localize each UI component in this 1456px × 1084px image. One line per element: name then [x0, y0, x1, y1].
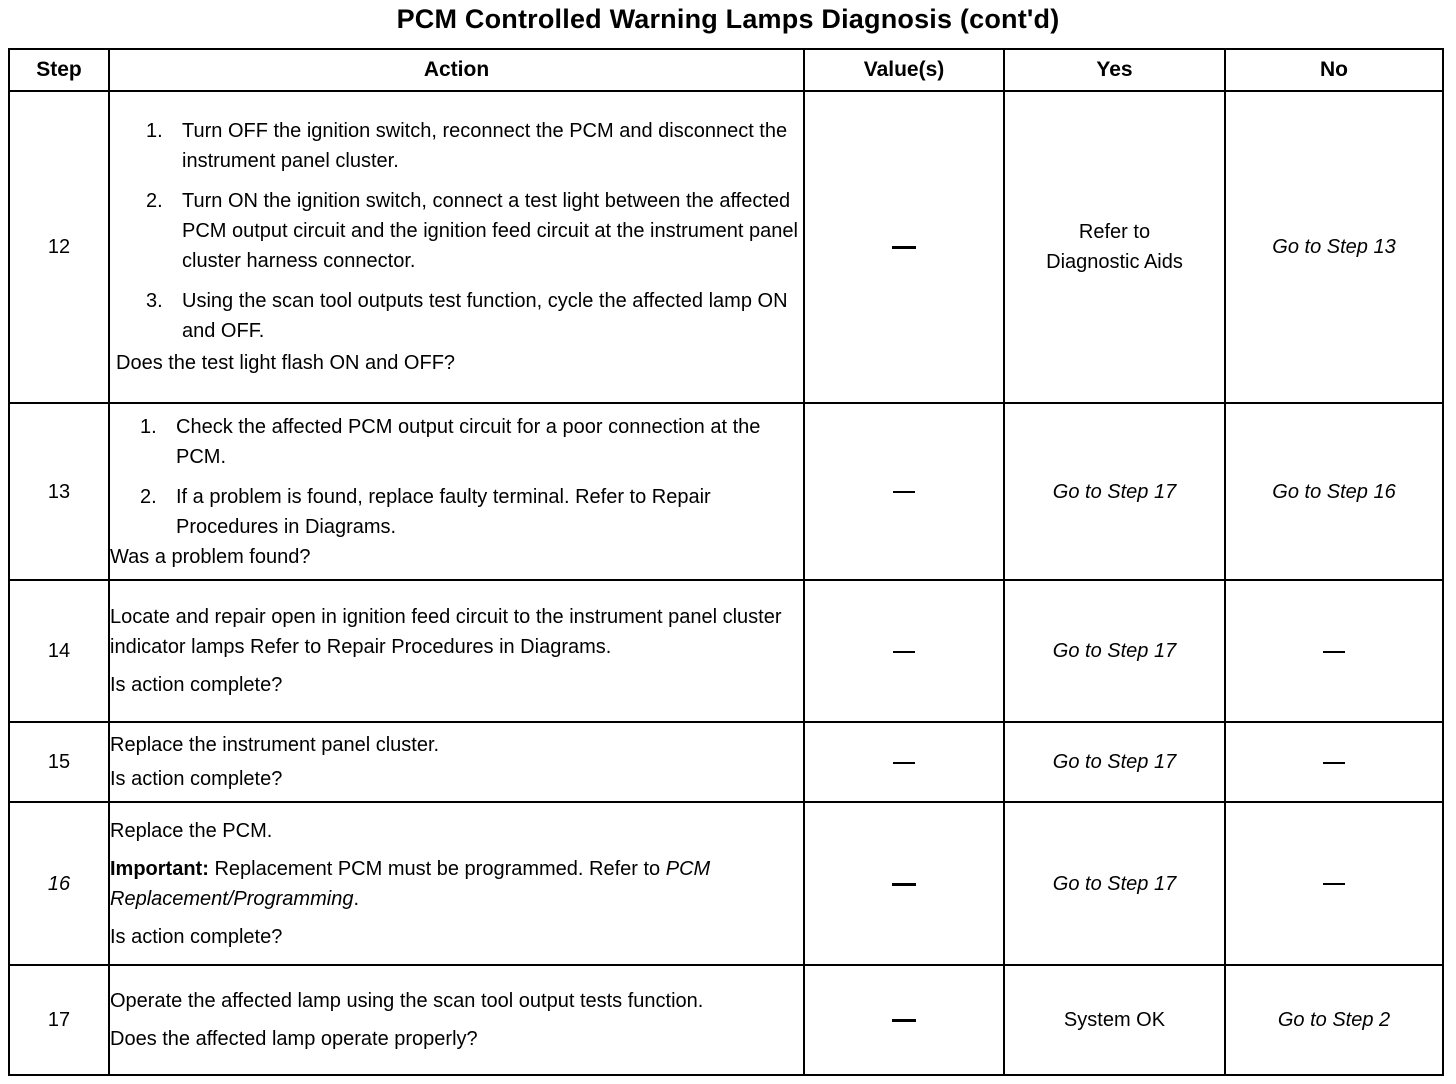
value-cell [804, 91, 1004, 403]
no-cell: Go to Step 13 [1225, 91, 1443, 403]
yes-cell: Go to Step 17 [1004, 580, 1225, 722]
action-step-item: 1. Check the affected PCM output circuit for a poor connection at the PCM. [140, 415, 761, 468]
action-question: Is action complete? [110, 925, 283, 948]
header-action: Action [109, 49, 804, 91]
action-step-item: 1. Turn OFF the ignition switch, reconnect the PCM and disconnect the instrument panel cluster. [146, 120, 788, 172]
step-number: 15 [9, 722, 109, 802]
step-number: 12 [9, 91, 109, 403]
table-row-step-14 [9, 580, 1443, 722]
table-row-step-12 [9, 91, 1443, 403]
yes-cell: System OK [1004, 965, 1225, 1075]
action-question: Does the affected lamp operate properly? [110, 1028, 478, 1050]
action-question: Was a problem found? [110, 545, 311, 568]
no-cell [1225, 802, 1443, 965]
action-cell [109, 722, 804, 802]
no-cell: Go to Step 2 [1225, 965, 1443, 1075]
action-question: Does the test light flash ON and OFF? [116, 352, 456, 374]
value-dash [892, 883, 916, 886]
action-cell [109, 403, 804, 580]
value-cell [804, 965, 1004, 1075]
important-note: Important: Replacement PCM must be programmed. Refer to PCM Replacement/Programming. [110, 857, 711, 910]
action-step-item: 2. If a problem is found, replace faulty terminal. Refer to Repair Procedures in Diagrams. [140, 485, 711, 538]
action-cell [109, 802, 804, 965]
action-question: Is action complete? [110, 674, 283, 696]
no-dash [1323, 651, 1345, 653]
action-text: Locate and repair open in ignition feed circuit to the instrument panel cluster indicator lamps Refer to Repair Procedures in Diagrams. [110, 606, 782, 658]
important-label: Important: [110, 857, 209, 880]
header-no: No [1225, 49, 1443, 91]
step-number: 13 [9, 403, 109, 580]
action-text: Operate the affected lamp using the scan tool output tests function. [110, 990, 704, 1012]
action-question: Is action complete? [110, 768, 283, 790]
action-text: Replace the PCM. [110, 819, 273, 842]
value-dash [893, 762, 915, 764]
action-cell [109, 91, 804, 403]
header-row [9, 49, 1443, 91]
value-dash [893, 491, 915, 493]
table-row-step-15 [9, 722, 1443, 802]
value-cell [804, 722, 1004, 802]
action-steps [116, 116, 803, 346]
no-dash [1323, 883, 1345, 885]
yes-cell: Go to Step 17 [1004, 802, 1225, 965]
step-number: 16 [9, 802, 109, 965]
no-dash [1323, 762, 1345, 764]
yes-cell: Go to Step 17 [1004, 722, 1225, 802]
action-text: Replace the instrument panel cluster. [110, 734, 440, 756]
value-dash [892, 1019, 916, 1022]
reference-link: PCM Replacement/Programming [110, 857, 711, 910]
action-cell [109, 965, 804, 1075]
no-cell [1225, 722, 1443, 802]
table-row-step-13 [9, 403, 1443, 580]
table-row-step-17 [9, 965, 1443, 1075]
action-steps [110, 412, 803, 542]
page-title: PCM Controlled Warning Lamps Diagnosis (cont'd) [396, 4, 1060, 34]
step-number: 17 [9, 965, 109, 1075]
value-cell [804, 802, 1004, 965]
table-row-step-16 [9, 802, 1443, 965]
value-cell [804, 580, 1004, 722]
action-cell [109, 580, 804, 722]
action-step-item: 2. Turn ON the ignition switch, connect a test light between the affected PCM output circuit and the ignition feed circuit at the instrument panel cluster harness connector. [146, 190, 798, 272]
header-step: Step [9, 49, 109, 91]
no-cell [1225, 580, 1443, 722]
diagnosis-table [8, 48, 1444, 1076]
step-number: 14 [9, 580, 109, 722]
action-step-item: 3. Using the scan tool outputs test function, cycle the affected lamp ON and OFF. [146, 290, 788, 342]
value-cell [804, 403, 1004, 580]
value-dash [892, 246, 916, 249]
header-values: Value(s) [804, 49, 1004, 91]
header-yes: Yes [1004, 49, 1225, 91]
yes-cell: Refer to Diagnostic Aids [1004, 91, 1225, 403]
yes-cell: Go to Step 17 [1004, 403, 1225, 580]
no-cell: Go to Step 16 [1225, 403, 1443, 580]
value-dash [893, 651, 915, 653]
